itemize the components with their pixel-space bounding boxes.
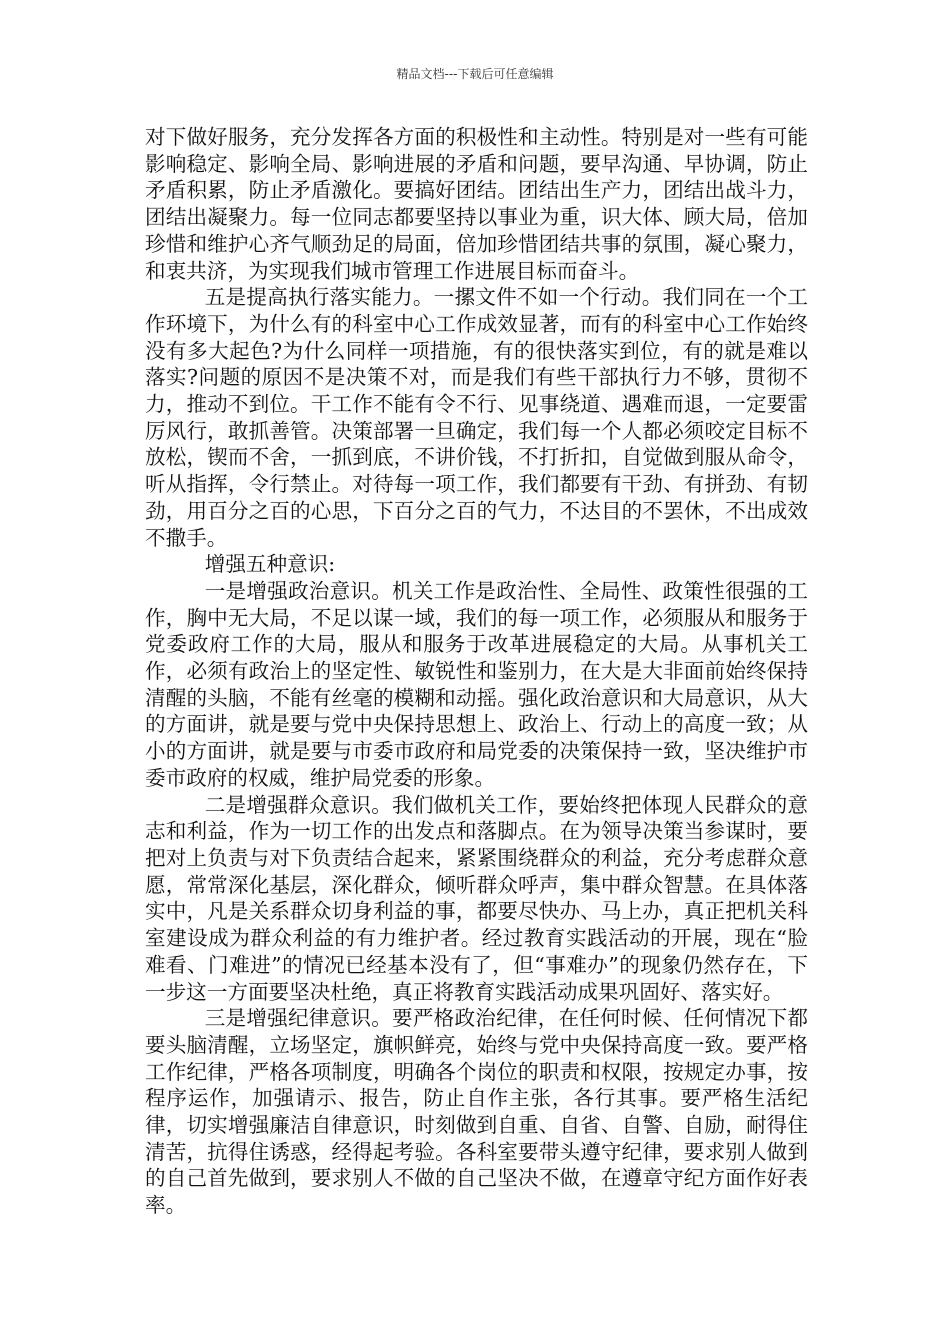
document-body xyxy=(145,124,808,1219)
page-header: 精品文档---下载后可任意编辑 xyxy=(396,67,554,81)
paragraph-discipline-awareness: 三是增强纪律意识。要严格政治纪律，在任何时候、任何情况下都要头脑清醒，立场坚定，旗帜鲜亮，始终与党中央保持高度一致。要严格工作纪律，严格各项制度，明确各个岗位的职责和权限，按规定办事，按程序运作，加强请示、报告，防止自作主张，各行其事。要严格生活纪律，切实增强廉洁自律意识，时刻做到自重、自省、自警、自励，耐得住清苦，抗得住诱惑，经得起考验。各科室要带头遵守纪律，要求别人做到的自己首先做到，要求别人不做的自己坚决不做，在遵章守纪方面作好表率。 xyxy=(145,1006,808,1218)
paragraph-mass-awareness: 二是增强群众意识。我们做机关工作，要始终把体现人民群众的意志和利益，作为一切工作的出发点和落脚点。在为领导决策当参谋时，要把对上负责与对下负责结合起来，紧紧围绕群众的利益，充分考虑群众意愿，常常深化基层，深化群众，倾听群众呼声，集中群众智慧。在具体落实中，凡是关系群众切身利益的事，都要尽快办、马上办，真正把机关科室建设成为群众利益的有力维护者。经过教育实践活动的开展，现在“脸难看、门难进”的情况已经基本没有了，但“事难办”的现象仍然存在，下一步这一方面要坚决杜绝，真正将教育实践活动成果巩固好、落实好。 xyxy=(145,792,808,1004)
paragraph-execution: 五是提高执行落实能力。一摞文件不如一个行动。我们同在一个工作环境下，为什么有的科室中心工作成效显著，而有的科室中心工作始终没有多大起色?为什么同样一项措施，有的很快落实到位，有的就是难以落实?问题的原因不是决策不对，而是我们有些干部执行力不够，贯彻不力，推动不到位。干工作不能有令不行、见事绕道、遇难而退，一定要雷厉风行，敢抓善管。决策部署一旦确定，我们每一个人都必须咬定目标不放松，锲而不舍，一抓到底，不讲价钱，不打折扣，自觉做到服从命令，听从指挥，令行禁止。对待每一项工作，我们都要有干劲、有拼劲、有韧劲，用百分之百的心思，下百分之百的气力，不达目的不罢休，不出成效不撒手。 xyxy=(145,285,808,550)
paragraph-continuation: 对下做好服务，充分发挥各方面的积极性和主动性。特别是对一些有可能影响稳定、影响全局、影响进展的矛盾和问题，要早沟通、早协调，防止矛盾积累，防止矛盾激化。要搞好团结。团结出生产力，团结出战斗力，团结出凝聚力。每一位同志都要坚持以事业为重，识大体、顾大局，倍加珍惜和维护心齐气顺劲足的局面，倍加珍惜团结共事的氛围，凝心聚力，和衷共济，为实现我们城市管理工作进展目标而奋斗。 xyxy=(145,125,808,283)
section-heading: 增强五种意识: xyxy=(204,552,336,577)
paragraph-political-awareness: 一是增强政治意识。机关工作是政治性、全局性、政策性很强的工作，胸中无大局，不足以谋一域，我们的每一项工作，必须服从和服务于党委政府工作的大局，服从和服务于改革进展稳定的大局。从事机关工作，必须有政治上的坚定性、敏锐性和鉴别力，在大是大非面前始终保持清醒的头脑，不能有丝毫的模糊和动摇。强化政治意识和大局意识，从大的方面讲，就是要与党中央保持思想上、政治上、行动上的高度一致；从小的方面讲，就是要与市委市政府和局党委的决策保持一致，坚决维护市委市政府的权威，维护局党委的形象。 xyxy=(145,578,808,790)
